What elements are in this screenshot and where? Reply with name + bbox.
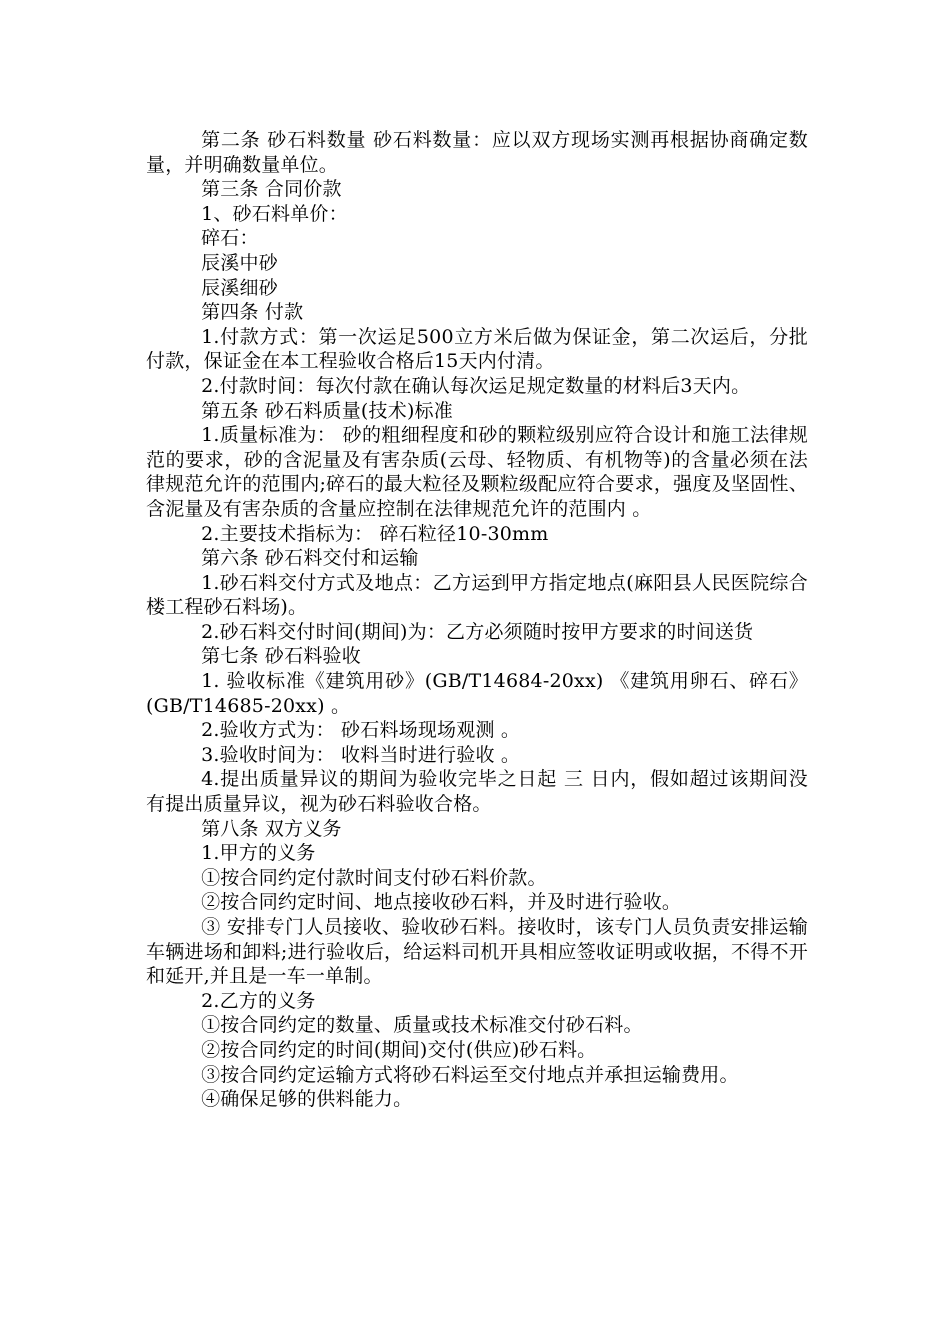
paragraph: 第二条 砂石料数量 砂石料数量：应以双方现场实测再根据协商确定数量，并明确数量单位。 <box>146 129 808 176</box>
section-heading: 第八条 双方义务 <box>201 817 342 840</box>
section-heading: 第七条 砂石料验收 <box>201 645 361 668</box>
document-body <box>146 128 808 1112</box>
paragraph: ①按合同约定付款时间支付砂石料价款。 <box>201 866 547 889</box>
paragraph: ③ 安排专门人员接收、验收砂石料。接收时，该专门人员负责安排运输车辆进场和卸料;进行验收后，给运料司机开具相应签收证明或收据，不得不开和延开,并且是一车一单制。 <box>146 916 808 988</box>
section-heading: 第三条 合同价款 <box>201 178 342 201</box>
section-heading: 第五条 砂石料质量(技术)标准 <box>201 399 453 422</box>
paragraph: ②按合同约定时间、地点接收砂石料，并及时进行验收。 <box>201 891 682 914</box>
paragraph: 2.主要技术指标为： 碎石粒径10-30mm <box>201 522 549 545</box>
paragraph: 辰溪中砂 <box>201 251 278 274</box>
paragraph: 4.提出质量异议的期间为验收完毕之日起 三 日内，假如超过该期间没有提出质量异议，视为砂石料验收合格。 <box>146 768 808 816</box>
paragraph: 2.付款时间：每次付款在确认每次运足规定数量的材料后3天内。 <box>201 374 751 397</box>
paragraph: 1. 验收标准《建筑用砂》(GB/T14684-20xx) 《建筑用卵石、碎石》(GB/T14685-20xx) 。 <box>146 670 808 717</box>
section-heading: 第六条 砂石料交付和运输 <box>201 547 419 570</box>
paragraph: 2.乙方的义务 <box>201 989 316 1012</box>
paragraph: 1、砂石料单价： <box>201 202 348 225</box>
paragraph: 1.砂石料交付方式及地点：乙方运到甲方指定地点(麻阳县人民医院综合楼工程砂石料场)。 <box>146 571 808 619</box>
paragraph: ①按合同约定的数量、质量或技术标准交付砂石料。 <box>201 1014 643 1037</box>
paragraph: 1.付款方式：第一次运足500立方米后做为保证金，第二次运后，分批付款，保证金在本工程验收合格后15天内付清。 <box>146 325 808 373</box>
paragraph: ②按合同约定的时间(期间)交付(供应)砂石料。 <box>201 1038 597 1061</box>
paragraph: ④确保足够的供料能力。 <box>201 1088 413 1111</box>
paragraph: 辰溪细砂 <box>201 276 278 299</box>
paragraph: 1.甲方的义务 <box>201 842 316 865</box>
paragraph: ③按合同约定运输方式将砂石料运至交付地点并承担运输费用。 <box>201 1063 739 1086</box>
paragraph: 2.验收方式为： 砂石料场现场观测 。 <box>201 719 521 742</box>
section-heading: 第四条 付款 <box>201 301 304 324</box>
paragraph: 3.验收时间为： 收料当时进行验收 。 <box>201 743 521 766</box>
paragraph: 1.质量标准为： 砂的粗细程度和砂的颗粒级别应符合设计和施工法律规范的要求，砂的含泥量及有害杂质(云母、轻物质、有机物等)的含量必须在法律规范允许的范围内;碎石的最大粒径及颗粒级配应符合要求，强度及坚固性、含泥量及有害杂质的含量应控制在法律规范允许的范围内 。 <box>146 424 808 520</box>
paragraph: 2.砂石料交付时间(期间)为：乙方必须随时按甲方要求的时间送货 <box>201 620 754 643</box>
paragraph: 碎石： <box>201 227 259 250</box>
